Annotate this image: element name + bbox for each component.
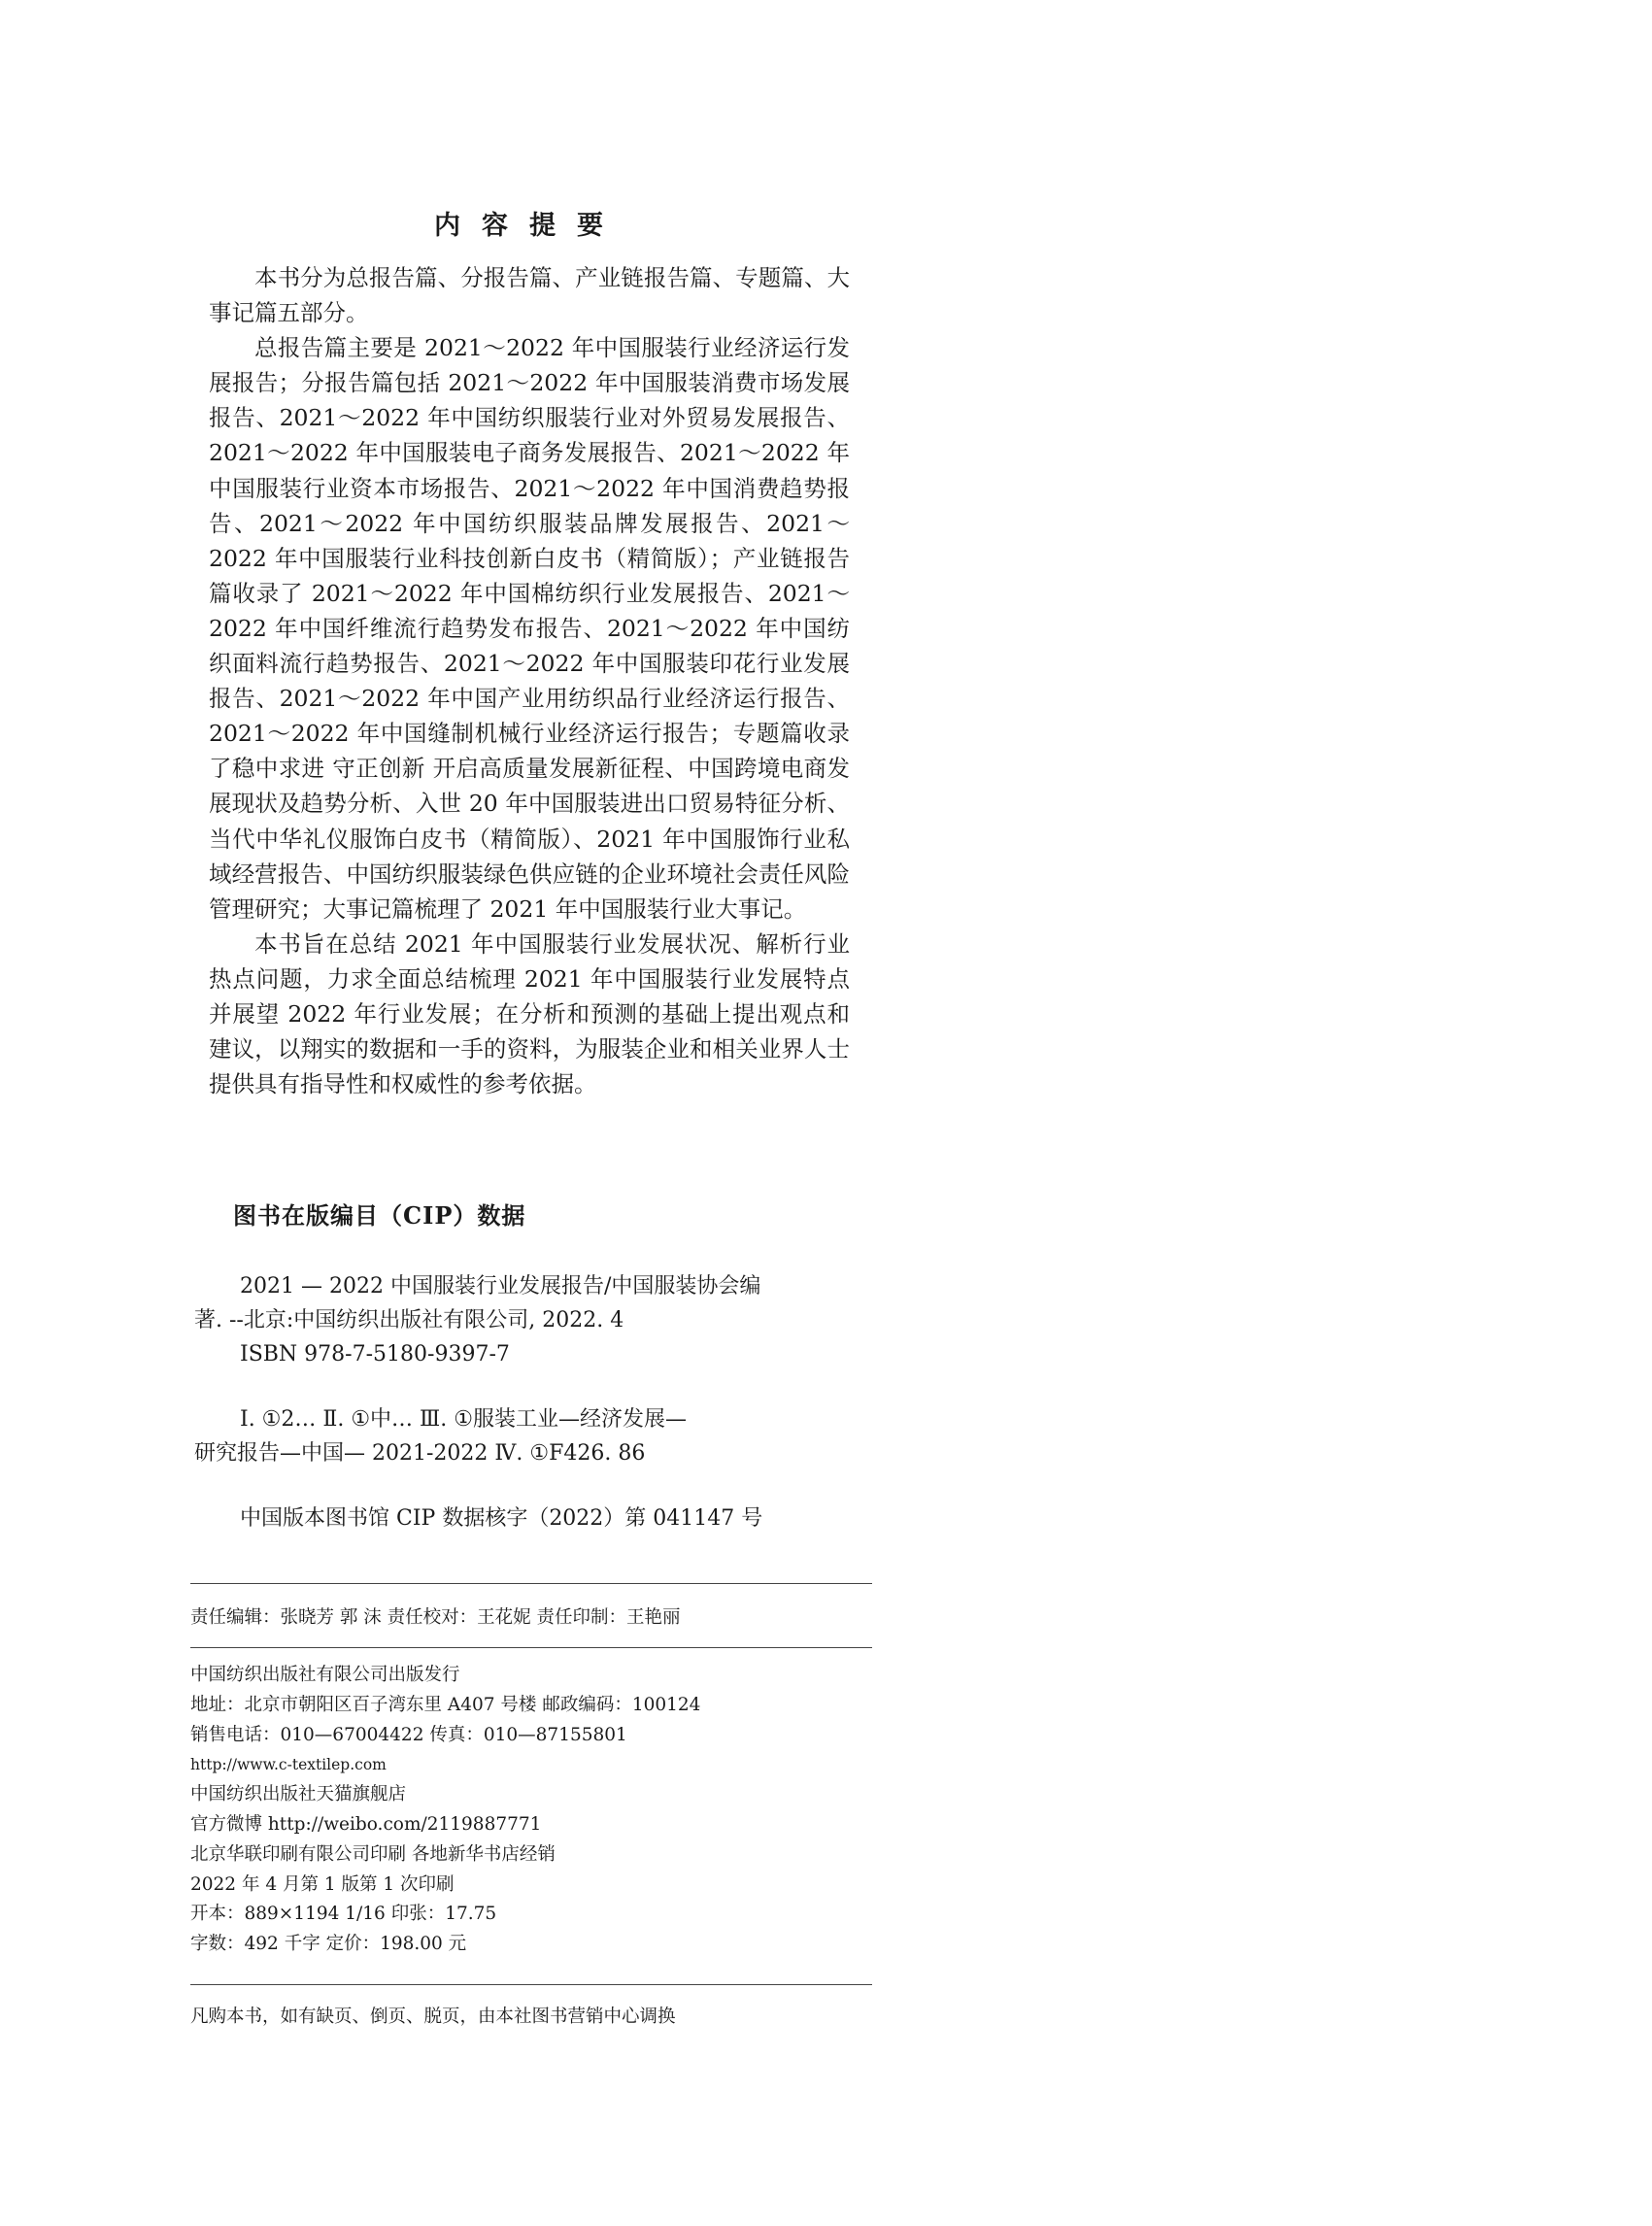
price-line: 字数：492 千字 定价：198.00 元: [190, 1934, 467, 1955]
printer-line: 北京华联印刷有限公司印刷 各地新华书店经销: [190, 1843, 556, 1865]
format-line: 开本：889×1194 1/16 印张：17.75: [190, 1904, 497, 1925]
credits-line: 责任编辑：张晓芳 郭 沫 责任校对：王花妮 责任印制：王艳丽: [190, 1607, 681, 1628]
divider: [190, 1647, 872, 1648]
cip-heading: 图书在版编目（CIP）数据: [233, 1201, 526, 1230]
divider: [190, 1583, 872, 1584]
summary-paragraph: 总报告篇主要是 2021～2022 年中国服装行业经济运行发展报告；分报告篇包括 2021～2022 年中国服装消费市场发展报告、2021～2022 年中国纺织服装行业对外贸易发展报告、2021～2022 年中国服装电子商务发展报告、2021～2022 年中国服装行业资本市场报告、2021～2022 年中国消费趋势报告、2021～2022 年中国纺织服装品牌发展报告、2021～2022 年中国服装行业科技创新白皮书（精简版）；产业链报告篇收录了 2021～2022 年中国棉纺织行业发展报告、2021～2022 年中国纤维流行趋势发布报告、2021～2022 年中国纺织面料流行趋势报告、2021～2022 年中国服装印花行业发展报告、2021～2022 年中国产业用纺织品行业经济运行报告、2021～2022 年中国缝制机械行业经济运行报告；专题篇收录了稳中求进 守正创新 开启高质量发展新征程、中国跨境电商发展现状及趋势分析、入世 20 年中国服装进出口贸易特征分析、当代中华礼仪服饰白皮书（精简版）、2021 年中国服饰行业私域经营报告、中国纺织服装绿色供应链的企业环境社会责任风险管理研究；大事记篇梳理了 2021 年中国服装行业大事记。: [209, 334, 850, 923]
phone-line: 销售电话：010—67004422 传真：010—87155801: [190, 1724, 627, 1745]
return-notice: 凡购本书，如有缺页、倒页、脱页，由本社图书营销中心调换: [190, 2007, 676, 2027]
publisher-info: [190, 1661, 700, 1960]
edition-line: 2022 年 4 月第 1 版第 1 次印刷: [190, 1873, 455, 1895]
weibo-line: 官方微博 http://weibo.com/2119887771: [190, 1813, 542, 1835]
summary-paragraph: 本书分为总报告篇、分报告篇、产业链报告篇、专题篇、大事记篇五部分。: [209, 264, 850, 327]
cip-record-line: 中国版本图书馆 CIP 数据核字（2022）第 041147 号: [240, 1506, 763, 1531]
summary-paragraph: 本书旨在总结 2021 年中国服装行业发展状况、解析行业热点问题，力求全面总结梳理 2021 年中国服装行业发展特点并展望 2022 年行业发展；在分析和预测的基础上提出观点和建议，以翔实的数据和一手的资料，为服装企业和相关业界人士提供具有指导性和权威性的参考依据。: [209, 929, 850, 1098]
cip-entry-line: 2021 — 2022 中国服装行业发展报告/中国服装协会编: [240, 1274, 761, 1298]
cip-class-line: 研究报告—中国— 2021-2022 Ⅳ. ①F426. 86: [194, 1441, 646, 1466]
cip-entry-line: ISBN 978-7-5180-9397-7: [240, 1342, 510, 1366]
publisher-line: 中国纺织出版社有限公司出版发行: [190, 1665, 460, 1685]
cip-class-line: Ⅰ. ①2… Ⅱ. ①中… Ⅲ. ①服装工业—经济发展—: [240, 1407, 687, 1432]
summary-title: 内容提要: [434, 211, 624, 241]
divider: [190, 1984, 872, 1985]
cip-entry-line: 著. --北京:中国纺织出版社有限公司, 2022. 4: [194, 1308, 624, 1332]
address-line: 地址：北京市朝阳区百子湾东里 A407 号楼 邮政编码：100124: [190, 1694, 701, 1715]
store-line: 中国纺织出版社天猫旗舰店: [190, 1784, 407, 1805]
website-url: http://www.c-textilep.com: [190, 1756, 387, 1774]
summary-body: [209, 260, 850, 1101]
